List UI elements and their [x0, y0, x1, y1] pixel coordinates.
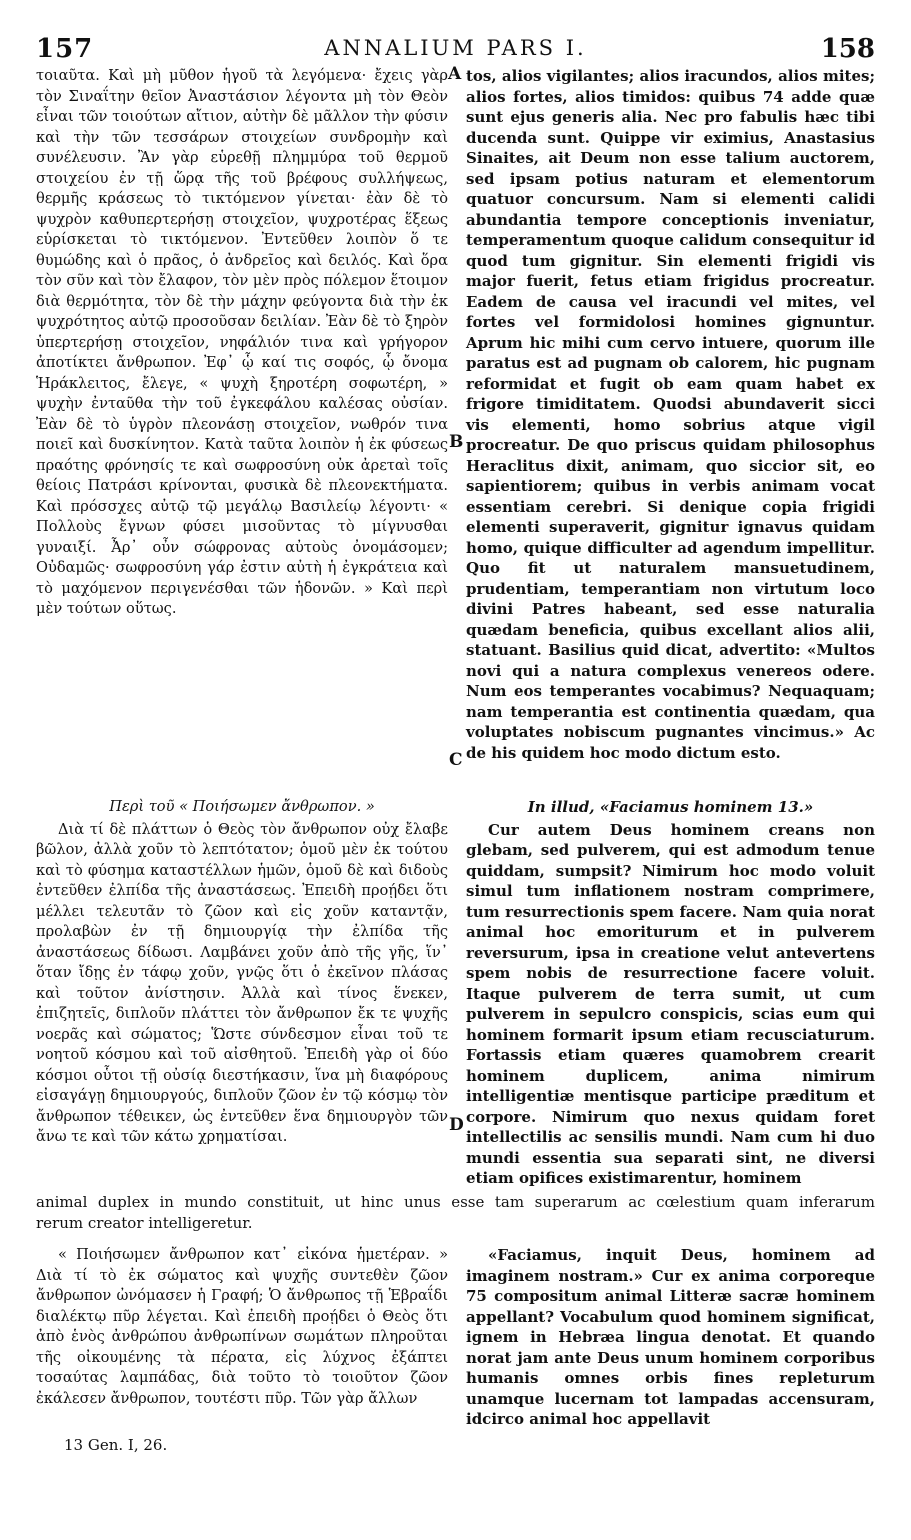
latin-paragraph-1: tos, alios vigilantes; alios iracundos, alios mites; alios fortes, alios timidos: quibus 74 adde quæ sunt ejus generis alia. Nec pro fabulis hæc tibi ducenda sunt. Quippe vir eximius, Anastasius Sinaites, ait Deum non esse talium auctorem, sed ipsam potius naturam et elementorum quatuor concursum. Nam si elementi calidi abundantia tempore conceptionis inveniatur, temperamentum quoque calidum consequitur id quod tum gignitur. Sin elementi frigidi vis major fuerit, fetus etiam frigidus procreatur. Eadem de causa vel iracundi vel mites, vel fortes vel formidolosi homines gignuntur. Aprum hic mihi cum cervo intuere, quorum ille paratus est ad pugnam ob calorem, hic pugnam reformidat et fugit ob eam quam habet ex frigore timiditatem. Quodsi abundaverit sicci vis elementi, homo sobrius atque vigil procreatur. De quo priscus quidam philosophus Heraclitus dixit, animam, quo siccior sit, eo sapientiorem; quibus in verbis animam vocat essentiam cerebri. Si denique copia frigidi elementi superaverit, gignitur ignavus quidam homo, quique difficulter ad agendum impellitur. Quo fit ut naturalem mansuetudinem, prudentiam, temperantiam non virtutum loco divini Patres habeant, sed esse naturalia quædam beneficia, quibus excellant alios alii, statuant. Basilius quid dicat, advertito: «Multos novi qui a natura complexus venereos odere. Num eos temperantes vocabimus? Nequaquam; nam temperantia est continentia quædam, qua voluptates nobiscum pugnantes vincimus.» Ac de his quidem hoc modo dictum esto. [466, 67, 875, 762]
margin-letter-a: A [448, 64, 462, 84]
latin-span-line-2: rerum creator intelligeretur. [36, 1213, 253, 1232]
latin-paragraph-2: Cur autem Deus hominem creans non glebam, sed pulverem, qui est admodum tenue quiddam, sumpsit? Nimirum hoc modo voluit simul tum inflationem nostram comprimere, tum resurrectionis spem facere. Nam quia norat animal hoc emoriturum et in pulverem reversurum, ipsa in creatione velut antevertens spem nobis de resurrectione facere voluit. Itaque pulverem de terra sumit, ut cum pulverem in sepulcro conspicis, scias eum qui hominem formarit ipsum etiam recusciaturum. Fortassis etiam quæres quamobrem crearit hominem duplicem, anima nimirum intelligentiæ mentisque participe præditum et corpore. Nimirum quo nexus quidam foret intellectilis ac sensilis mundi. Nam cum hi duo mundi essentia sua separati sint, ne diversi etiam opifices existimarentur, hominem [466, 820, 875, 1187]
margin-letter-c: C [449, 750, 463, 770]
margin-letter-b: B [449, 432, 464, 452]
page-number-left: 157 [36, 34, 94, 64]
greek-paragraph-3: « Ποιήσωμεν ἄνθρωπον κατ᾽ εἰκόνα ἡμετέραν. » Διὰ τί τὸ ἐκ σώματος καὶ ψυχῆς συντεθὲν ζῶον ἄνθρωπον ὠνόμασεν ἡ Γραφή; Ὁ ἄνθρωπος τῇ Ἑβραΐδι διαλέκτῳ πῦρ λέγεται. Καὶ ἐπειδὴ προῄδει ὁ Θεὸς ὅτι ἀπὸ ἑνὸς ἀνθρώπου ἀνθρωπίνων σωμάτων πληροῦται τῆς οἰκουμένης τὰ πέρατα, εἰς λύχνος ἐξάπτει τοσαύτας λαμπάδας, διὰ τοῦτο τὸ τοιοῦτον ζῶον ἐκάλεσεν ἄνθρωπον, τουτέστι πῦρ. Τῶν γὰρ ἄλλων [36, 1246, 448, 1407]
latin-column-mid [466, 797, 875, 1189]
greek-column-mid [36, 797, 448, 1148]
greek-column-bottom [36, 1245, 448, 1409]
latin-span-line-1: animal duplex in mundo constituit, ut hinc unus esse tam superarum ac cœlestium quam inferarum [36, 1193, 875, 1211]
running-title: ANNALIUM PARS I. [324, 36, 587, 60]
page-number-right: 158 [820, 34, 875, 64]
margin-letter-d: D [449, 1115, 464, 1135]
latin-section-title: In illud, «Faciamus hominem 13.» [527, 798, 814, 816]
greek-section-title: Περὶ τοῦ « Ποιήσωμεν ἄνθρωπον. » [109, 798, 375, 815]
greek-paragraph-1: τοιαῦτα. Καὶ μὴ μῦθον ἡγοῦ τὰ λεγόμενα· ἔχεις γὰρ τὸν Σιναΐτην θεῖον Ἀναστάσιον λέγοντα μὴ τὸν Θεὸν εἶναι τῶν τοιούτων αἴτιον, αὐτὴν δὲ μᾶλλον τὴν φύσιν καὶ τὴν τῶν τεσσάρων στοιχείων συνδρομὴν καὶ συνέλευσιν. Ἂν γὰρ εὑρεθῇ πλημμύρα τοῦ θερμοῦ στοιχείου ἐν τῇ ὥρᾳ τῆς τοῦ βρέφους συλλήψεως, θερμῆς κράσεως τὸ τικτόμενον γίνεται· ἐὰν δὲ τὸ ψυχρὸν καθυπερτερήσῃ στοιχεῖον, ψυχροτέρας ἕξεως εὑρίσκεται τὸ τικτόμενον. Ἐντεῦθεν λοιπὸν ὅ τε θυμώδης καὶ ὁ πρᾶος, ὁ ἀνδρεῖος καὶ δειλός. Καὶ ὅρα τὸν σῦν καὶ τὸν ἔλαφον, τὸν μὲν πρὸς πόλεμον ἕτοιμον διὰ θερμότητα, τὸν δὲ τὴν μάχην φεύγοντα διὰ τὴν ἐκ ψυχρότητος αὐτῷ προσοῦσαν δειλίαν. Ἐὰν δὲ τὸ ξηρὸν ὑπερτερήσῃ στοιχεῖον, νηφάλιόν τινα καὶ γρήγορον ἀποτίκτει ἄνθρωπον. Ἐφ᾽ ᾧ καί τις σοφός, ᾧ ὄνομα Ἡράκλειτος, ἔλεγε, « ψυχὴ ξηροτέρη σοφωτέρη, » ψυχὴν ἐνταῦθα τὴν τοῦ ἐγκεφάλου καλέσας οὐσίαν. Ἐὰν δὲ τὸ ὑγρὸν πλεονάσῃ στοιχεῖον, νωθρόν τινα ποιεῖ καὶ δυσκίνητον. Κατὰ ταῦτα λοιπὸν ἡ ἐκ φύσεως πραότης φρόνησίς τε καὶ σωφροσύνη οὐκ ἀρεταὶ τοῖς θείοις Πατράσι κρίνονται, φυσικὰ δὲ πλεονεκτήματα. Καὶ πρόσσχες αὐτῷ τῷ μεγάλῳ Βασιλείῳ λέγοντι· « Πολλοὺς ἔγνων φύσει μισοῦντας τὸ μίγνυσθαι γυναιξί. Ἆρ᾽ οὖν σώφρονας αὐτοὺς ὀνομάσομεν; Οὐδαμῶς· σωφροσύνη γάρ ἐστιν αὐτὴ ἡ ἐγκράτεια καὶ τὸ μαχόμενον περιγενέσθαι τῶν ἡδονῶν. » Καὶ περὶ μὲν τούτων οὕτως. [36, 67, 449, 617]
greek-column-top [36, 66, 448, 620]
footnote: 13 Gen. I, 26. [64, 1436, 168, 1454]
latin-paragraph-3: «Faciamus, inquit Deus, hominem ad imaginem nostram.» Cur ex anima corporeque 75 compositum animal Litteræ sacræ hominem appellant? Vocabulum quod hominem significat, ignem in Hebræa lingua denotat. Et quando norat jam ante Deus unum hominem corporibus humanis omnes orbis fines repleturum unamque lucernam tot lampadas accensuram, idcirco animal hoc appellavit [466, 1246, 875, 1428]
latin-spanning-text [36, 1192, 875, 1233]
page-header [36, 34, 875, 62]
latin-column-top [466, 66, 875, 763]
greek-paragraph-2: Διὰ τί δὲ πλάττων ὁ Θεὸς τὸν ἄνθρωπον οὐχ ἔλαβε βῶλον, ἀλλὰ χοῦν τὸ λεπτότατον; ὁμοῦ μὲν ἐκ τούτου καὶ τὸ φύσημα καταστέλλων ἡμῶν, ὁμοῦ δὲ καὶ διδοὺς ἐντεῦθεν ἐλπίδα τῆς ἀναστάσεως. Ἐπειδὴ προῄδει ὅτι μέλλει τελευτᾶν τὸ ζῶον καὶ εἰς χοῦν καταντᾷν, προλαβὼν ἐν τῇ δημιουργίᾳ τὴν ἐλπίδα τῆς ἀναστάσεως δίδωσι. Λαμβάνει χοῦν ἀπὸ τῆς γῆς, ἵν᾽ ὅταν ἴδῃς ἐν τάφῳ χοῦν, γνῷς ὅτι ὁ ἐκεῖνον πλάσας καὶ τοῦτον ἀνίστησιν. Ἀλλὰ καὶ τίνος ἕνεκεν, ἐπιζητεῖς, διπλοῦν πλάττει τὸν ἄνθρωπον ἔκ τε ψυχῆς νοερᾶς καὶ σώματος; Ὥστε σύνδεσμον εἶναι τοῦ τε νοητοῦ κόσμου καὶ τοῦ αἰσθητοῦ. Ἐπειδὴ γὰρ οἱ δύο κόσμοι οὗτοι τῇ οὐσίᾳ διεστήκασιν, ἵνα μὴ διαφόρους εἰσαγάγῃ δημιουργούς, διπλοῦν ζῶον ἐν τῷ κόσμῳ τὸν ἄνθρωπον τέθεικεν, ὡς ἐντεῦθεν ἕνα δημιουργὸν τῶν ἄνω τε καὶ τῶν κάτω χρηματίσαι. [36, 820, 448, 1145]
latin-column-bottom [466, 1245, 875, 1430]
